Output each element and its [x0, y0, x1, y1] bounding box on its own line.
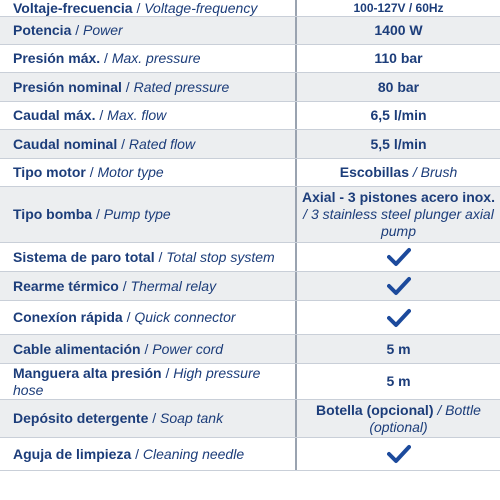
- spec-value-es: 5,5 l/min: [370, 135, 427, 152]
- spec-label: [13, 164, 164, 181]
- spec-value-es: 6,5 l/min: [370, 107, 427, 123]
- spec-label-separator: /: [121, 78, 134, 95]
- spec-value-cell: [297, 187, 500, 242]
- spec-label-cell: [0, 335, 297, 363]
- spec-label-cell: [0, 400, 297, 437]
- checkmark-icon: [387, 444, 411, 464]
- spec-value: [370, 136, 426, 153]
- spec-value-en: 3 stainless steel plunger axial pump: [310, 206, 494, 239]
- spec-value-es: 1400 W: [374, 22, 423, 38]
- spec-value: [340, 164, 458, 181]
- spec-label-cell: [0, 187, 297, 242]
- spec-value-cell: [297, 17, 500, 44]
- spec-value-separator: /: [303, 206, 311, 222]
- spec-value: [374, 22, 422, 39]
- spec-value-separator: /: [433, 401, 446, 418]
- spec-label-cell: [0, 159, 297, 186]
- spec-value-en: Bottle (optional): [369, 401, 481, 435]
- spec-label-en: Rated pressure: [133, 78, 230, 95]
- spec-label: [13, 410, 223, 427]
- spec-label-en: Soap tank: [160, 410, 224, 426]
- spec-label-cell: [0, 102, 297, 129]
- spec-label-separator: /: [100, 50, 112, 66]
- spec-label-es: Conexíon rápida: [13, 309, 123, 325]
- spec-label-es: Aguja de limpieza: [13, 445, 132, 462]
- spec-label-separator: /: [118, 277, 131, 294]
- spec-label-cell: [0, 17, 297, 44]
- spec-value-cell: [297, 102, 500, 129]
- spec-label-cell: [0, 364, 297, 399]
- spec-value-cell: [297, 243, 500, 271]
- spec-label-cell: [0, 0, 297, 16]
- spec-value-es: 80 bar: [377, 78, 420, 95]
- spec-value-cell: [297, 400, 500, 437]
- spec-label-cell: [0, 272, 297, 300]
- spec-row: [0, 17, 500, 45]
- spec-value: [378, 79, 419, 96]
- spec-label-es: Sistema de paro total: [13, 248, 155, 265]
- spec-label: [13, 136, 195, 153]
- spec-label-en: Total stop system: [166, 248, 275, 265]
- spec-value: [370, 107, 426, 124]
- spec-value-es: 110 bar: [374, 50, 423, 66]
- spec-label-es: Cable alimentación: [13, 340, 141, 357]
- spec-value: [386, 341, 410, 358]
- spec-value-cell: [297, 301, 500, 334]
- spec-value-cell: [297, 0, 500, 16]
- spec-row: [0, 45, 500, 73]
- spec-label-en: Quick connector: [134, 309, 236, 325]
- spec-label: [13, 278, 216, 295]
- spec-label-en: Cleaning needle: [142, 445, 245, 462]
- spec-label-cell: [0, 438, 297, 470]
- spec-label-es: Tipo bomba: [13, 206, 93, 222]
- spec-value-es: 5 m: [386, 373, 411, 389]
- spec-value-cell: [297, 45, 500, 72]
- spec-label-es: Presión máx.: [13, 50, 101, 66]
- spec-label-cell: [0, 130, 297, 158]
- spec-label-separator: /: [148, 410, 161, 426]
- spec-value-cell: [297, 335, 500, 363]
- spec-value-cell: [297, 272, 500, 300]
- spec-label-en: Motor type: [97, 164, 164, 180]
- checkmark-icon: [387, 247, 411, 267]
- spec-label-separator: /: [132, 0, 145, 16]
- spec-label-es: Caudal máx.: [13, 107, 96, 123]
- spec-label-en: Pump type: [103, 206, 171, 222]
- spec-row: [0, 73, 500, 102]
- spec-row: [0, 130, 500, 159]
- spec-label-en: Rated flow: [128, 135, 196, 152]
- spec-value-es: 5 m: [386, 340, 411, 357]
- spec-label-separator: /: [85, 164, 98, 180]
- spec-label: [13, 79, 229, 96]
- spec-row: [0, 159, 500, 187]
- spec-label-es: Rearme térmico: [13, 277, 119, 294]
- spec-label-separator: /: [140, 340, 153, 357]
- spec-row: [0, 364, 500, 400]
- spec-value: [301, 402, 496, 436]
- spec-value-es: Axial - 3 pistones acero inox.: [302, 189, 495, 205]
- spec-label: [13, 341, 223, 358]
- spec-label-separator: /: [95, 107, 108, 123]
- spec-row: [0, 335, 500, 364]
- spec-value-es: Botella (opcional): [316, 401, 434, 418]
- spec-label: [13, 249, 275, 266]
- spec-value-cell: [297, 364, 500, 399]
- spec-row: [0, 438, 500, 471]
- spec-label-en: Voltage-frequency: [144, 0, 258, 16]
- spec-value-separator: /: [409, 164, 421, 180]
- spec-row: [0, 243, 500, 272]
- spec-label-separator: /: [117, 135, 129, 152]
- spec-label-cell: [0, 45, 297, 72]
- spec-value-cell: [297, 159, 500, 186]
- checkmark-icon: [387, 308, 411, 328]
- spec-row: [0, 102, 500, 130]
- spec-label-cell: [0, 73, 297, 101]
- spec-label: [13, 365, 289, 399]
- spec-label-es: Caudal nominal: [13, 135, 118, 152]
- spec-label-es: Potencia: [13, 22, 72, 38]
- spec-label-en: High pressure hose: [13, 364, 261, 398]
- spec-value: [301, 189, 496, 240]
- spec-value-es: 100-127V / 60Hz: [353, 0, 444, 15]
- checkmark-icon: [387, 276, 411, 296]
- spec-row: [0, 187, 500, 243]
- spec-label-en: Thermal relay: [130, 277, 217, 294]
- spec-label: [13, 0, 257, 17]
- spec-label-separator: /: [154, 248, 167, 265]
- spec-label: [13, 206, 171, 223]
- spec-label-separator: /: [92, 206, 104, 222]
- spec-label: [13, 107, 166, 124]
- spec-row: [0, 301, 500, 335]
- spec-value-en: Brush: [420, 164, 458, 180]
- spec-label: [13, 446, 244, 463]
- spec-label-separator: /: [122, 309, 135, 325]
- spec-label: [13, 309, 236, 326]
- spec-row: [0, 272, 500, 301]
- spec-label-es: Presión nominal: [13, 78, 122, 95]
- spec-value: [374, 50, 422, 67]
- spec-value-es: Escobillas: [339, 164, 409, 180]
- spec-label-es: Tipo motor: [13, 164, 86, 180]
- spec-value-cell: [297, 438, 500, 470]
- spec-value-cell: [297, 73, 500, 101]
- spec-label-en: Power: [83, 22, 123, 38]
- spec-label-separator: /: [161, 364, 174, 381]
- spec-label: [13, 50, 201, 67]
- spec-label-en: Max. flow: [107, 107, 167, 123]
- spec-label-es: Depósito detergente: [13, 410, 149, 426]
- spec-label-es: Manguera alta presión: [13, 364, 162, 381]
- spec-label-separator: /: [71, 22, 84, 38]
- spec-row: [0, 400, 500, 438]
- spec-label: [13, 22, 123, 39]
- spec-label-en: Power cord: [152, 340, 224, 357]
- spec-value-cell: [297, 130, 500, 158]
- spec-label-es: Voltaje-frecuencia: [13, 0, 133, 16]
- spec-label-cell: [0, 243, 297, 271]
- spec-label-en: Max. pressure: [111, 50, 201, 66]
- spec-value: [353, 0, 443, 17]
- spec-value: [386, 373, 410, 390]
- spec-label-cell: [0, 301, 297, 334]
- spec-row: [0, 0, 500, 17]
- spec-label-separator: /: [131, 445, 143, 462]
